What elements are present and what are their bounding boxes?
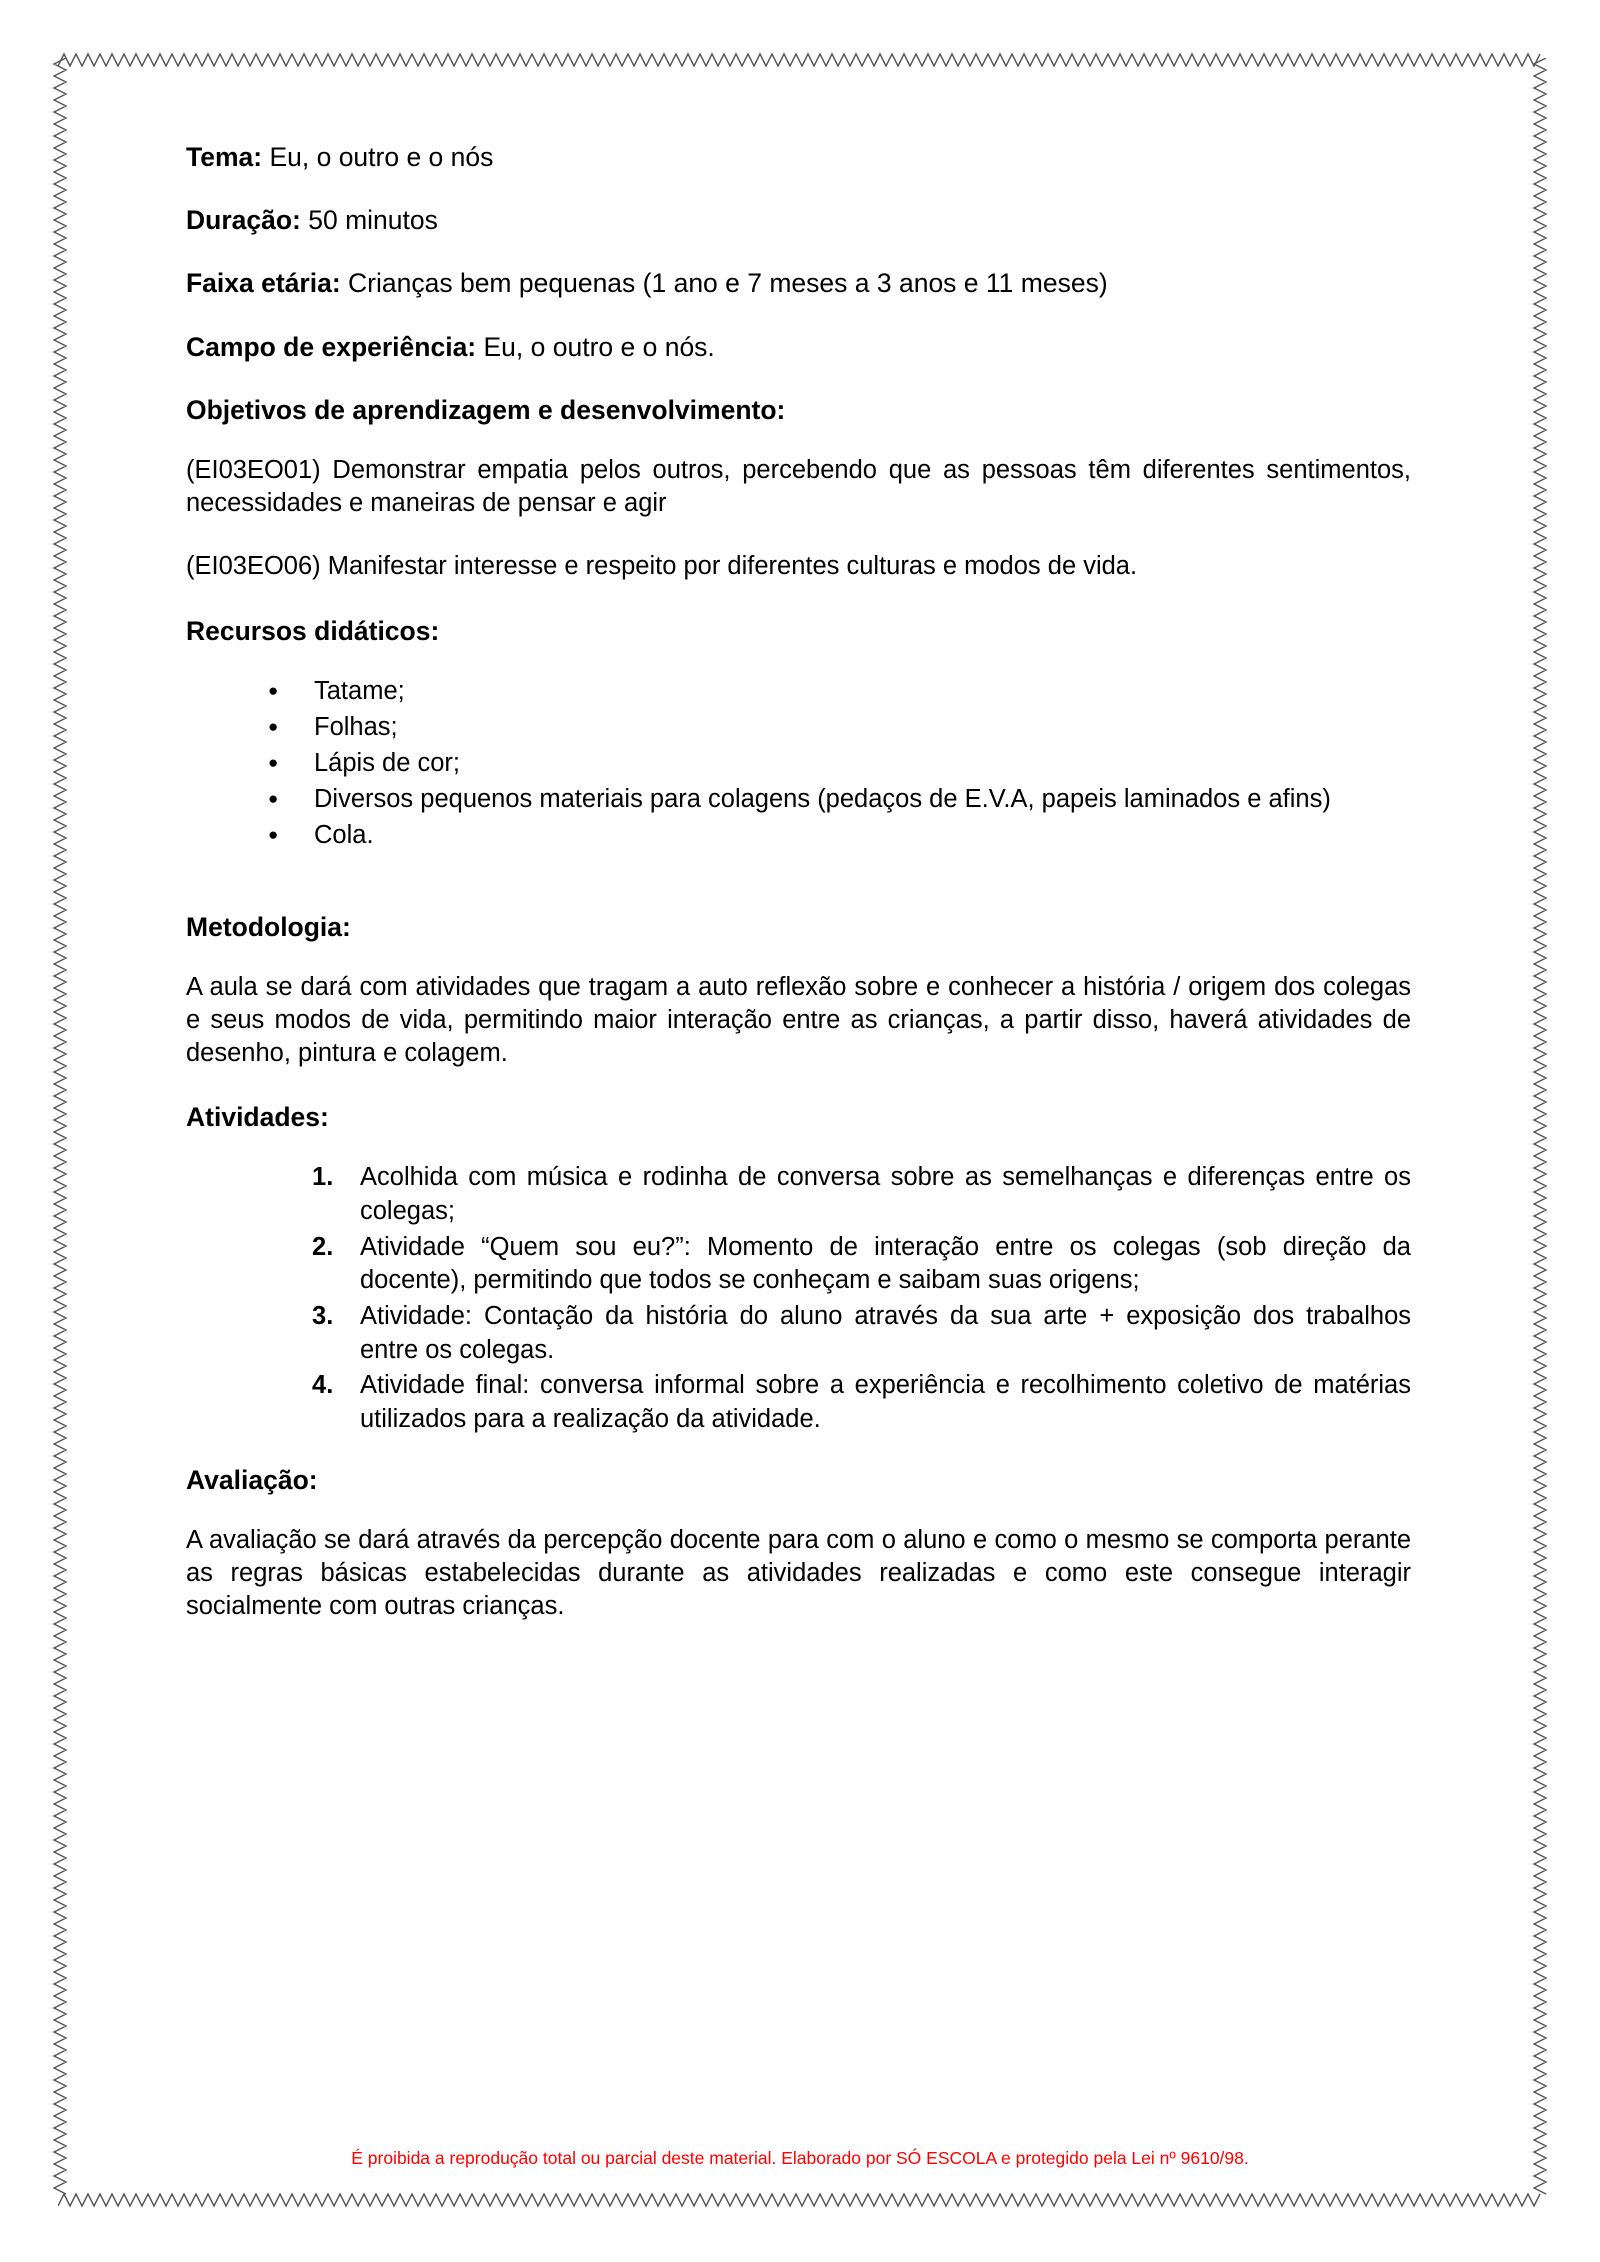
zigzag-border-right: [1532, 58, 1550, 2198]
field-tema: [186, 140, 1411, 175]
field-tema-value: Eu, o outro e o nós: [262, 142, 494, 172]
field-duracao: [186, 203, 1411, 238]
methodology-heading: Metodologia:: [186, 911, 351, 942]
field-tema-label: Tema:: [186, 142, 263, 172]
copyright-notice: É proibida a reprodução total ou parcial deste material. Elaborado por SÓ ESCOLA e protegido pela Lei nº 9610/98.: [351, 2148, 1249, 2168]
field-faixa-etaria-value: Crianças bem pequenas (1 ano e 7 meses a 3 anos e 11 meses): [340, 268, 1108, 299]
field-duracao-value: 50 minutos: [300, 205, 438, 236]
activities-list: [186, 1161, 1411, 1436]
list-item: ● Lápis de cor;: [268, 747, 1411, 780]
methodology-text: A aula se dará com atividades que tragam a auto reflexão sobre e conhecer a história / origem dos colegas e seus modos de vida, permitindo maior interação entre as crianças, a partir disso, haverá atividades de desenho, pintura e colagem.: [186, 972, 1411, 1068]
objectives-heading: Objetivos de aprendizagem e desenvolvimento:: [186, 394, 786, 425]
list-item: ● Tatame;: [268, 675, 1411, 708]
section-spacer: [186, 856, 1411, 910]
list-item: Atividade: Contação da história do aluno através da sua arte + exposição dos trabalhos entre os colegas.: [360, 1302, 1411, 1364]
field-duracao-label: Duração:: [186, 205, 301, 236]
field-faixa-etaria-label: Faixa etária:: [186, 268, 341, 299]
evaluation-heading: Avaliação:: [186, 1464, 318, 1495]
section-spacer: [186, 1439, 1411, 1463]
list-item: Acolhida com música e rodinha de conversa sobre as semelhanças e diferenças entre os colegas;: [360, 1163, 1411, 1226]
field-campo-experiencia-label: Campo de experiência:: [186, 331, 477, 362]
footer: [0, 2148, 1600, 2169]
list-item: Atividade “Quem sou eu?”: Momento de interação entre os colegas (sob direção da docente), permitindo que todos se conheçam e saibam suas origens;: [360, 1232, 1411, 1295]
activities-heading: Atividades:: [186, 1102, 329, 1133]
evaluation-text: A avaliação se dará através da percepção docente para com o aluno e como o mesmo se comporta perante as regras básicas estabelecidas durante as atividades realizadas e como este consegue interagir socialmente com outras crianças.: [186, 1525, 1411, 1621]
field-campo-experiencia: [186, 330, 1411, 365]
objective-item-2: (EI03EO06) Manifestar interesse e respeito por diferentes culturas e modos de vida.: [186, 552, 1138, 581]
list-item: Atividade final: conversa informal sobre a experiência e recolhimento coletivo de matérias utilizados para a realização da atividade.: [360, 1371, 1411, 1434]
zigzag-border-left: [52, 58, 70, 2198]
zigzag-border-bottom: [58, 2192, 1542, 2210]
zigzag-border-top: [58, 52, 1542, 70]
resources-heading: Recursos didáticos:: [186, 615, 440, 646]
field-faixa-etaria: [186, 266, 1411, 301]
objective-item-1: (EI03EO01) Demonstrar empatia pelos outros, percebendo que as pessoas têm diferentes sentimentos, necessidades e maneiras de pensar e agir: [186, 456, 1411, 518]
list-item: ● Diversos pequenos materiais para colagens (pedaços de E.V.A, papeis laminados e afins): [268, 783, 1411, 816]
resources-list: [186, 675, 1411, 853]
list-item: ● Cola.: [268, 819, 1411, 852]
lesson-plan-content: [186, 140, 1411, 1653]
field-campo-experiencia-value: Eu, o outro e o nós.: [476, 331, 715, 362]
list-item: ● Folhas;: [268, 711, 1411, 744]
